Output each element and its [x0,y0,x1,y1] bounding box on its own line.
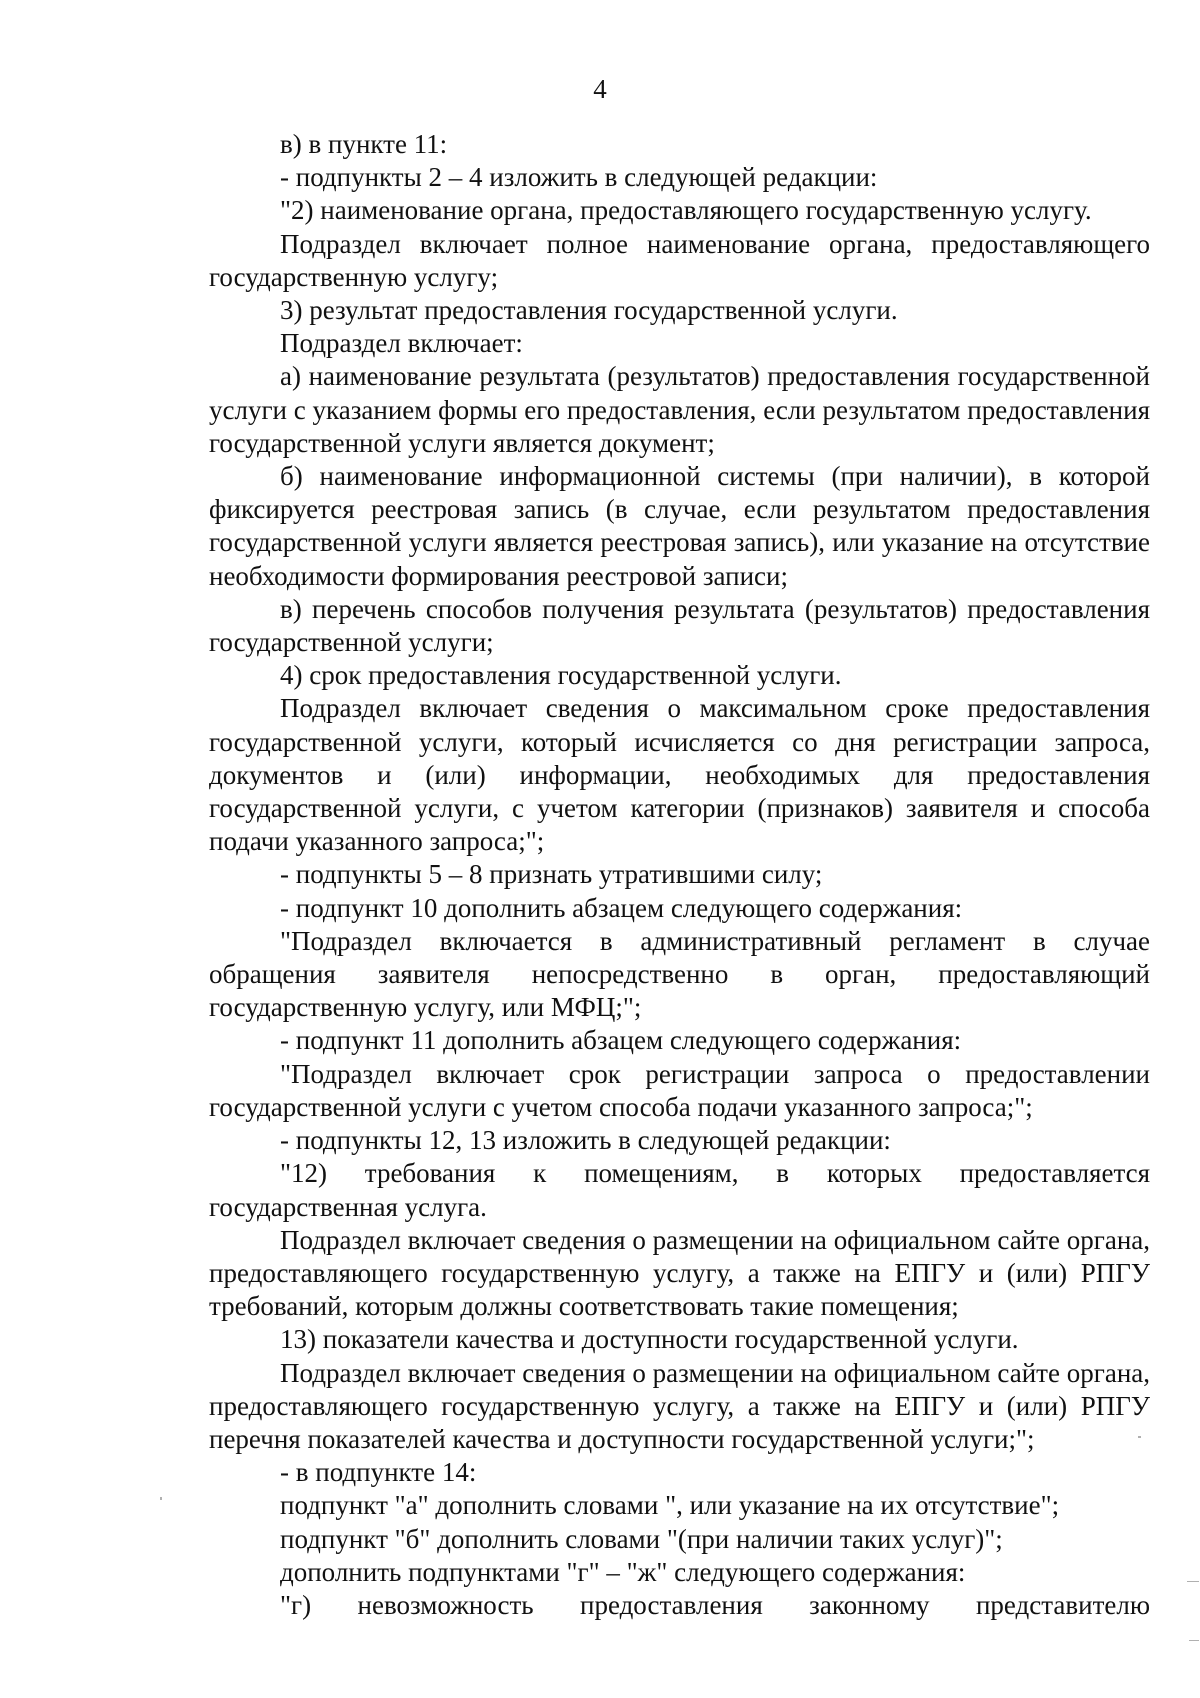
paragraph: "Подраздел включает срок регистрации запроса о предоставлении государственной услуги с учетом способа подачи указанного запроса;"; [209,1058,1150,1122]
paragraph: Подраздел включает сведения о размещении на официальном сайте органа, предоставляющего государственную услугу, а также на ЕПГУ и (или) РПГУ требований, которым должны соответствовать такие помещения; [209,1224,1150,1322]
paragraph: Подраздел включает: [280,328,523,359]
paragraph: - подпункты 5 – 8 признать утратившими силу; [280,859,823,890]
scan-speck [160,1497,162,1500]
paragraph: Подраздел включает сведения о максимальном сроке предоставления государственной услуги, который исчисляется со дня регистрации запроса, документов и (или) информации, необходимых для предоставления государственной услуги, с учетом категории (признаков) заявителя и способа подачи указанного запроса;"; [209,693,1150,857]
paragraph: 3) результат предоставления государственной услуги. [280,295,898,326]
paragraph: - подпункт 11 дополнить абзацем следующего содержания: [280,1025,962,1056]
paragraph: подпункт "б" дополнить словами "(при наличии таких услуг)"; [280,1523,1003,1554]
scan-speck [1138,1436,1141,1438]
paragraph: - подпункт 10 дополнить абзацем следующего содержания: [280,892,963,923]
paragraph: 13) показатели качества и доступности государственной услуги. [280,1324,1019,1355]
paragraph: 4) срок предоставления государственной услуги. [280,660,842,691]
paragraph: б) наименование информационной системы (при наличии), в которой фиксируется реестровая запись (в случае, если результатом предоставления государственной услуги является реестровая запись), или указание на отсутствие необходимости формирования реестровой записи; [209,461,1150,591]
paragraph: Подраздел включает сведения о размещении на официальном сайте органа, предоставляющего государственную услугу, а также на ЕПГУ и (или) РПГУ перечня показателей качества и доступности государственной услуги;"; [209,1357,1150,1454]
paragraph: а) наименование результата (результатов) предоставления государственной услуги с указанием формы его предоставления, если результатом предоставления государственной услуги является документ; [209,361,1150,458]
paragraph: в) перечень способов получения результата (результатов) предоставления государственной услуги; [209,593,1150,658]
paragraph: Подраздел включает полное наименование органа, предоставляющего государственную услугу; [209,228,1150,292]
document-body [209,128,1150,1622]
paragraph: подпункт "а" дополнить словами ", или указание на их отсутствие"; [280,1490,1060,1521]
page-number: 4 [593,74,607,104]
scan-edge-mark [1187,1581,1199,1582]
paragraph: "Подраздел включается в административный регламент в случае обращения заявителя непосредственно в орган, предоставляющий государственную услугу, или МФЦ;"; [209,925,1150,1023]
paragraph: "2) наименование органа, предоставляющего государственную услугу. [280,195,1092,226]
paragraph: - подпункты 2 – 4 изложить в следующей редакции: [280,162,878,193]
paragraph: - подпункты 12, 13 изложить в следующей редакции: [280,1125,891,1156]
scan-edge-mark [1189,1640,1199,1641]
paragraph: - в подпункте 14: [280,1457,477,1488]
paragraph: в) в пункте 11: [280,129,448,159]
paragraph: "12) требования к помещениям, в которых предоставляется государственная услуга. [209,1158,1150,1222]
paragraph: "г) невозможность предоставления законному представителю [280,1589,1150,1620]
paragraph: дополнить подпунктами "г" – "ж" следующего содержания: [280,1556,966,1587]
